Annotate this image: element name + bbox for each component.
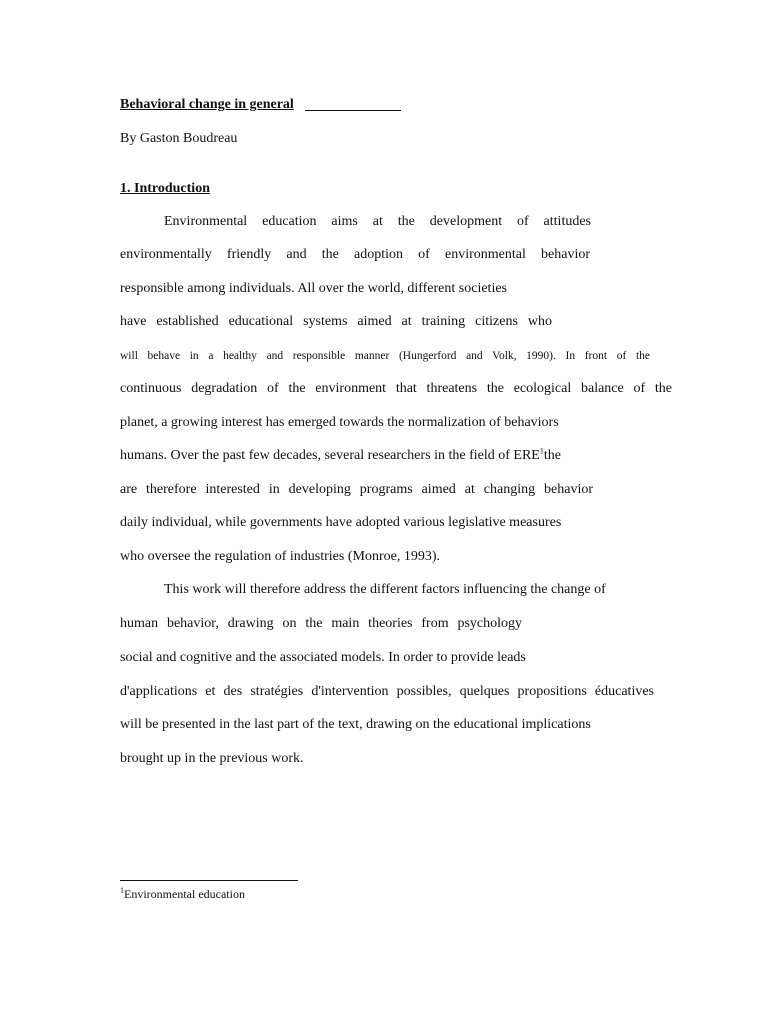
footnote-marker: 1 <box>120 886 124 895</box>
title-underline <box>305 110 401 111</box>
body-line-5: will behave in a healthy and responsible manner (Hungerford and Volk, 1990). In front of the <box>120 350 650 362</box>
body-line-6: continuous degradation of the environment that threatens the ecological balance of the <box>120 381 672 396</box>
body-line-12: This work will therefore address the different factors influencing the change of <box>164 582 606 597</box>
body-line-10: daily individual, while governments have adopted various legislative measures <box>120 515 562 530</box>
body-line-8 <box>120 447 672 465</box>
author-line: By Gaston Boudreau <box>120 131 238 146</box>
body-line-11: who oversee the regulation of industries (Monroe, 1993). <box>120 549 440 564</box>
body-line-16: will be presented in the last part of the text, drawing on the educational implications <box>120 717 591 732</box>
footnote-reference: 1 <box>539 446 544 456</box>
footnote-separator <box>120 880 298 881</box>
body-line-15: d'applications et des stratégies d'intervention possibles, quelques propositions éducatives <box>120 684 654 699</box>
body-line-17: brought up in the previous work. <box>120 751 304 766</box>
body-line-4: have established educational systems aimed at training citizens who <box>120 314 552 329</box>
body-line-3: responsible among individuals. All over the world, different societies <box>120 281 507 296</box>
body-line-8-suffix: the <box>543 448 561 463</box>
body-line-14: social and cognitive and the associated models. In order to provide leads <box>120 650 526 665</box>
body-line-13: human behavior, drawing on the main theories from psychology <box>120 616 522 631</box>
footnote <box>120 886 245 902</box>
footnote-text: Environmental education <box>124 887 245 901</box>
body-line-2: environmentally friendly and the adoption of environmental behavior <box>120 247 590 262</box>
body-line-1: Environmental education aims at the development of attitudes <box>164 214 591 229</box>
section-heading: 1. Introduction <box>120 181 210 196</box>
body-line-7: planet, a growing interest has emerged towards the normalization of behaviors <box>120 415 559 430</box>
body-line-9: are therefore interested in developing programs aimed at changing behavior <box>120 482 593 497</box>
document-title: Behavioral change in general <box>120 97 294 112</box>
body-line-8-text: humans. Over the past few decades, several researchers in the field of ERE <box>120 448 540 463</box>
